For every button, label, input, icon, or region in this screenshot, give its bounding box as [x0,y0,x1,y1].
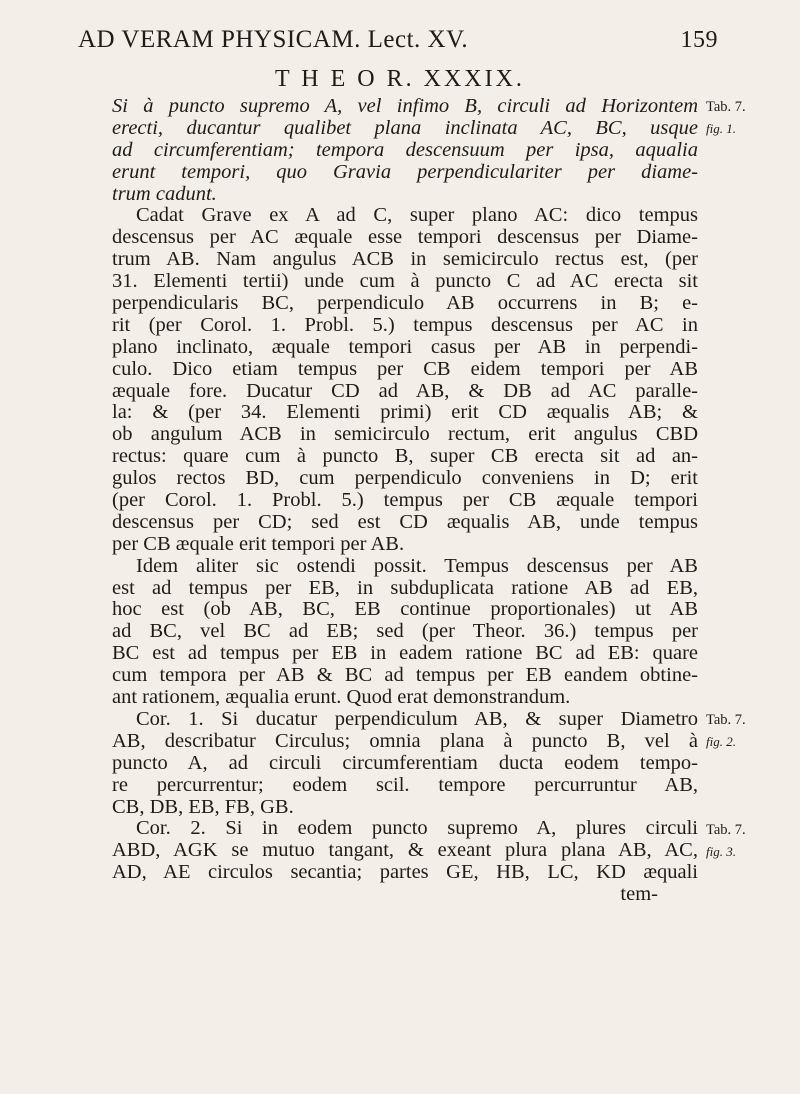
margin-note [706,821,756,839]
text-line: Cadat Grave ex A ad C, super plano AC: dico tempus [136,204,698,227]
running-title: AD VERAM PHYSICAM. Lect. XV. [78,26,469,53]
text-line: erunt tempori, quo Gravia perpendiculariter per diame- [112,160,698,183]
margin-note [706,733,756,751]
text-line: ad circumferentiam; tempora descensuum per ipsa, aqualia [112,138,698,161]
text-line: ad BC, vel BC ad EB; sed (per Theor. 36.) tempus per [112,620,698,643]
text-line: AB, describatur Circulus; omnia plana à puncto B, vel à [112,729,698,752]
plate-reference: Tab. 7. [706,712,746,729]
text-line: rit (per Corol. 1. Probl. 5.) tempus descensus per AC in [112,313,698,336]
text-line: gulos rectos BD, cum perpendiculo conveniens in D; erit [112,467,698,490]
page-number: 159 [680,27,718,53]
text-line: est ad tempus per EB, in subduplicata ratione AB ad EB, [112,576,698,599]
figure-reference: fig. 3. [706,843,736,859]
text-line: trum cadunt. [112,182,217,205]
text-line: per CB æquale erit tempori per AB. [112,532,405,555]
text-line: puncto A, ad circuli circumferentiam ducta eodem tempo- [112,751,698,774]
margin-note [706,120,756,138]
text-line: hoc est (ob AB, BC, EB continue proportionales) ut AB [112,598,698,621]
text-line: AD, AE circulos secantia; partes GE, HB, LC, KD æquali [112,861,698,884]
running-header [78,26,718,54]
margin-note [706,711,756,729]
text-line: perpendicularis BC, perpendiculo AB occurrens in B; e- [112,292,698,315]
figure-reference: fig. 1. [706,120,736,136]
plate-reference: Tab. 7. [706,821,746,838]
text-line: descensus per AC æquale esse tempori descensus per Diame- [112,226,698,249]
figure-reference: fig. 2. [706,734,736,750]
text-line: BC est ad tempus per EB in eadem ratione BC ad EB: quare [112,642,698,665]
margin-note [706,843,756,861]
theorem-title: T H E O R. XXXIX. [275,66,525,92]
text-line: descensus per CD; sed est CD æqualis AB, unde tempus [112,510,698,533]
text-line: la: & (per 34. Elementi primi) erit CD æqualis AB; & [112,401,698,424]
text-line: CB, DB, EB, FB, GB. [112,795,294,818]
text-line: Si à puncto supremo A, vel infimo B, circuli ad Horizontem [112,95,698,117]
text-line: (per Corol. 1. Probl. 5.) tempus per CB æquale tempori [112,489,698,512]
text-line: trum AB. Nam angulus ACB in semicirculo rectus est, (per [112,248,698,271]
plate-reference: Tab. 7. [706,99,746,115]
text-line: Cor. 1. Si ducatur perpendiculum AB, & super Diametro [136,707,698,730]
text-line: æquale fore. Ducatur CD ad AB, & DB ad AC paralle- [112,379,698,402]
text-line: ob angulum ACB in semicirculo rectum, erit angulus CBD [112,423,698,446]
text-line: re percurrentur; eodem scil. tempore percurruntur AB, [112,773,698,796]
text-line: Idem aliter sic ostendi possit. Tempus descensus per AB [136,554,698,577]
text-line: erecti, ducantur qualibet plana inclinata AC, BC, usque [112,116,698,139]
text-line: ant rationem, æqualia erunt. Quod erat demonstrandum. [112,686,571,709]
text-line: plano inclinato, æquale tempori casus per AB in perpendi- [112,335,698,358]
text-line: culo. Dico etiam tempus per CB eidem tempori per AB [112,357,698,380]
margin-note [706,98,756,116]
main-text [112,96,698,906]
text-line: ABD, AGK se mutuo tangant, & exeant plura plana AB, AC, [112,839,698,862]
text-line: 31. Elementi tertii) unde cum à puncto C ad AC erecta sit [112,270,698,293]
text-line: tem- [620,883,658,906]
text-line: Cor. 2. Si in eodem puncto supremo A, plures circuli [136,817,698,840]
text-line: rectus: quare cum à puncto B, super CB erecta sit ad an- [112,445,698,468]
text-line: cum tempora per AB & BC ad tempus per EB eandem obtine- [112,664,698,687]
